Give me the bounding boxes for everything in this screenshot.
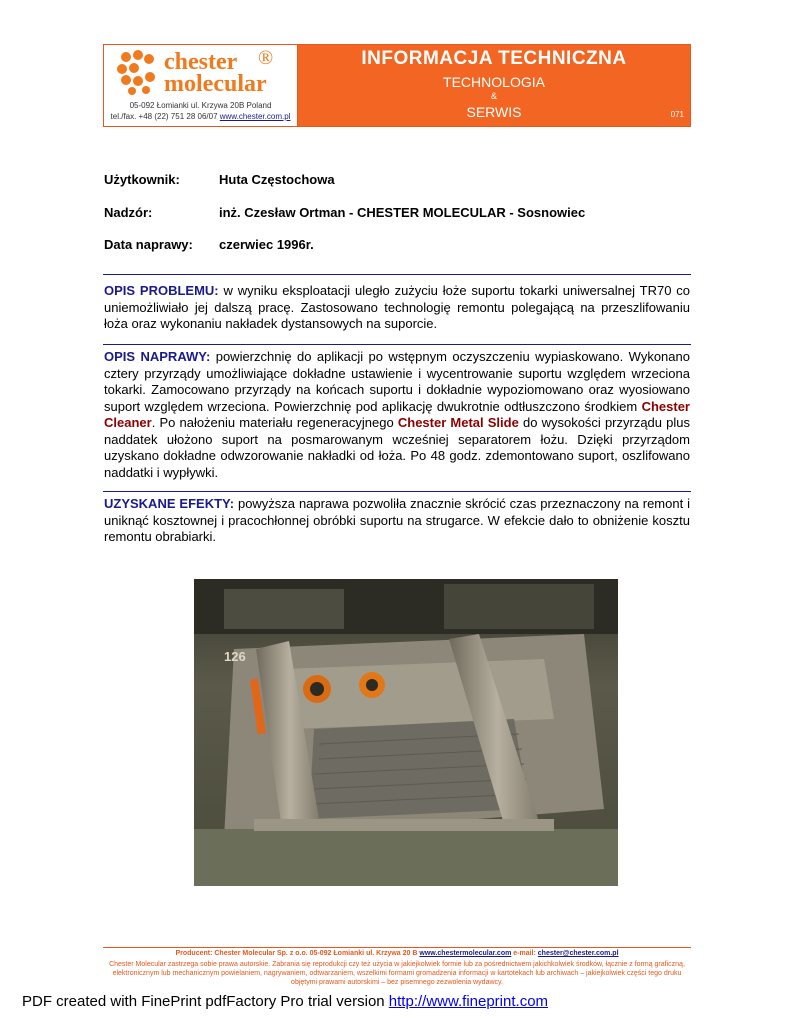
problem-heading: OPIS PROBLEMU: — [104, 283, 219, 298]
fineprint-link[interactable]: http://www.fineprint.com — [388, 993, 549, 1010]
company-contact — [104, 112, 297, 121]
user-row — [104, 172, 335, 187]
date-label: Data naprawy: — [104, 237, 193, 252]
divider — [103, 491, 691, 492]
repair-section — [104, 349, 690, 481]
producer-website-link[interactable]: www.chestermolecular.com — [419, 950, 512, 957]
producer-info: Producent: Chester Molecular Sp. z o.o. 05-092 Łomianki ul. Krzywa 20 B — [175, 950, 420, 957]
divider — [103, 274, 691, 275]
registered-mark: ® — [258, 47, 274, 69]
company-website-link[interactable]: www.chester.com.pl — [219, 112, 291, 121]
date-value: czerwiec 1996r. — [219, 237, 314, 252]
company-address: 05-092 Łomianki ul. Krzywa 20B Poland — [129, 101, 272, 110]
pdf-creator-note — [22, 993, 548, 1010]
date-row — [104, 237, 314, 252]
logo-word-chester: chester — [164, 49, 238, 75]
email-link[interactable]: chester@chester.com.pl — [537, 950, 619, 957]
supervisor-label: Nadzór: — [104, 205, 153, 220]
pdf-creator-text: PDF created with FinePrint pdfFactory Pro trial version — [22, 993, 389, 1010]
divider — [103, 344, 691, 345]
molecule-logo-icon — [116, 49, 160, 95]
supervisor-row — [104, 205, 585, 220]
footer-producer — [103, 950, 691, 957]
copyright-line-3: objętymi prawami autorskimi – bez pisemnego zezwolenia wydawcy. — [291, 979, 503, 986]
logo-word-molecular: molecular — [164, 71, 267, 97]
user-label: Użytkownik: — [104, 172, 180, 187]
repair-text-1: powierzchnię do aplikacji po wstępnym oczyszczeniu wypiaskowano. Wykonano cztery przyrządy umożliwiające dokładne ustawienie i wycentrowanie suportu względem wrzeciona tokarki. Zamocowano przyrządy na końcach suportu i dokładnie wypoziomowano oraz wyosiowano suport względem wrzeciona. Powierzchnię pod aplikację dwukrotnie odtłuszczono środkiem — [104, 349, 690, 414]
document-title: INFORMACJA TECHNICZNA — [361, 48, 627, 69]
repair-photo — [194, 579, 618, 886]
company-logo-block — [104, 45, 298, 126]
effects-text: powyższa naprawa pozwoliła znacznie skrócić czas przeznaczony na remont i uniknąć kosztownej i pracochłonnej obróbki suportu na strugarce. W efekcie dało to obniżenie kosztu remontu obrabiarki. — [104, 496, 690, 544]
effects-section — [104, 496, 690, 546]
subtitle-ampersand: & — [490, 91, 497, 101]
photo-marking: 126 — [224, 649, 246, 664]
copyright-line-1: Chester Molecular zastrzega sobie prawa autorskie. Zabrania się reprodukcji czy też użycia w jakiejkolwiek formie lub za pośrednictwem jakichkolwiek środków, łącznie z formą graficzną, — [109, 961, 685, 968]
footer-divider — [103, 947, 691, 948]
problem-section — [104, 283, 690, 333]
contact-phone: tel./fax. +48 (22) 751 28 06/07 — [110, 112, 220, 121]
user-value: Huta Częstochowa — [219, 172, 335, 187]
repair-text-2: . Po nałożeniu materiału regeneracyjnego — [151, 415, 398, 430]
product-chester-cleaner: Chester Cleaner — [104, 398, 690, 430]
document-header — [103, 44, 691, 127]
subtitle-technologia: TECHNOLOGIA — [443, 74, 545, 90]
supervisor-value: inż. Czesław Ortman - CHESTER MOLECULAR - Sosnowiec — [219, 205, 586, 220]
title-banner — [298, 45, 690, 126]
email-label: e-mail: — [511, 950, 538, 957]
document-number: 071 — [670, 110, 684, 119]
product-chester-metal-slide: Chester Metal Slide — [397, 415, 519, 430]
repair-heading: OPIS NAPRAWY: — [104, 349, 211, 364]
copyright-line-2: elektronicznym lub mechanicznym powielaniem, nagrywaniem, odtwarzaniem, wszelkimi formami gromadzenia informacji w kartotekach lub archiwach – jakiejkolwiek części tego druku — [112, 970, 682, 977]
repair-text-3: do wysokości przyrządu plus naddatek ułożono suport na posmarowanym wcześniej separatorem łożu. Dzięki przyrządom uzyskano dokładne odwzorowanie nakładki od łoża. Po 48 godz. zdemontowano suport, oszlifowano naddatki i wypływki. — [104, 415, 690, 480]
subtitle-serwis: SERWIS — [466, 104, 522, 120]
effects-heading: UZYSKANE EFEKTY: — [104, 496, 235, 511]
problem-text: w wyniku eksploatacji uległo zużyciu łoże suportu tokarki uniwersalnej TR70 co uniemożliwiało jej dalszą pracę. Zastosowano technologię remontu polegającą na przeszlifowaniu łoża oraz wykonaniu nakładek dystansowych na suporcie. — [104, 283, 690, 331]
